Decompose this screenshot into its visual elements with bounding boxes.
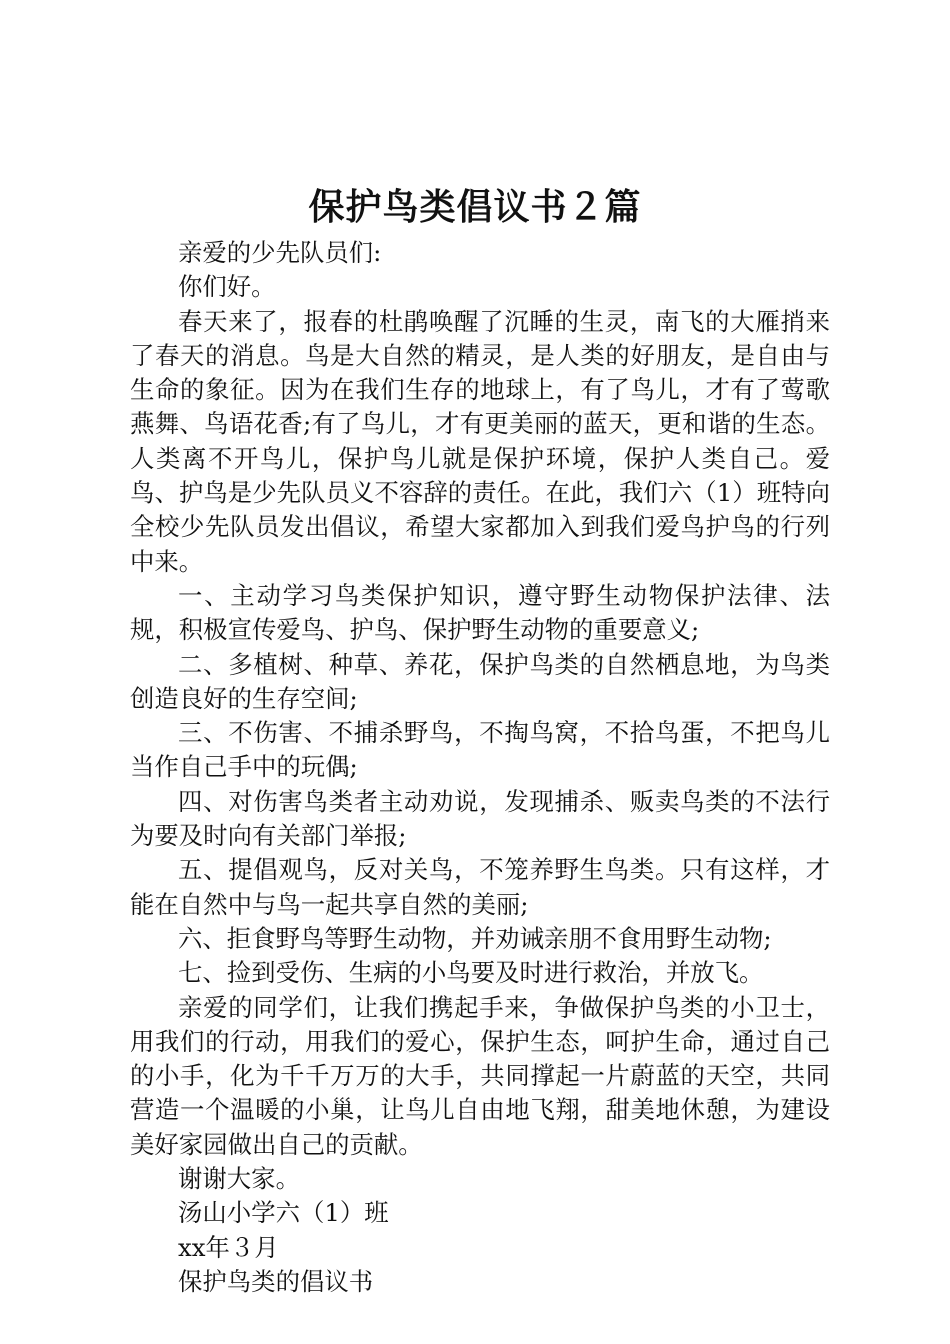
proposal-item-7: 七、捡到受伤、生病的小鸟要及时进行救治，并放飞。 — [178, 958, 764, 988]
signature-class: 汤山小学六（1）班 — [178, 1198, 389, 1228]
document-title: 保护鸟类倡议书２篇 — [308, 186, 642, 228]
closing-paragraph: 亲爱的同学们，让我们携起手来，争做保护鸟类的小卫士，用我们的行动，用我们的爱心，保护生态，呵护生命，通过自己的小手，化为千千万万的大手，共同撑起一片蔚蓝的天空，共同营造一个温暖的小巢，让鸟儿自由地飞翔，甜美地休憩，为建设美好家园做出自己的贡献。 — [130, 992, 830, 1159]
signature-date: xx年３月 — [178, 1232, 279, 1262]
document-body — [130, 236, 830, 1299]
greeting: 你们好。 — [178, 272, 276, 302]
salutation: 亲爱的少先队员们: — [178, 238, 382, 267]
proposal-item-5: 五、提倡观鸟，反对关鸟，不笼养野生鸟类。只有这样，才能在自然中与鸟一起共享自然的美丽; — [130, 855, 830, 919]
intro-paragraph: 春天来了，报春的杜鹃唤醒了沉睡的生灵，南飞的大雁捎来了春天的消息。鸟是大自然的精灵，是人类的好朋友，是自由与生命的象征。因为在我们生存的地球上，有了鸟儿，才有了莺歌燕舞、鸟语花香;有了鸟儿，才有更美丽的蓝天，更和谐的生态。人类离不开鸟儿，保护鸟儿就是保护环境，保护人类自己。爱鸟、护鸟是少先队员义不容辞的责任。在此，我们六（1）班特向全校少先队员发出倡议，希望大家都加入到我们爱鸟护鸟的行列中来。 — [130, 306, 830, 576]
thanks: 谢谢大家。 — [178, 1164, 300, 1194]
proposal-item-2: 二、多植树、种草、养花，保护鸟类的自然栖息地，为鸟类创造良好的生存空间; — [130, 649, 830, 713]
proposal-item-1: 一、主动学习鸟类保护知识，遵守野生动物保护法律、法规，积极宣传爱鸟、护鸟、保护野生动物的重要意义; — [130, 580, 830, 645]
proposal-item-6: 六、拒食野鸟等野生动物，并劝诫亲朋不食用野生动物; — [178, 923, 772, 953]
proposal-item-4: 四、对伤害鸟类者主动劝说，发现捕杀、贩卖鸟类的不法行为要及时向有关部门举报; — [130, 786, 830, 851]
proposal-item-3: 三、不伤害、不捕杀野鸟，不掏鸟窝，不拾鸟蛋，不把鸟儿当作自己手中的玩偶; — [130, 718, 830, 782]
next-section-heading: 保护鸟类的倡议书 — [178, 1266, 374, 1296]
